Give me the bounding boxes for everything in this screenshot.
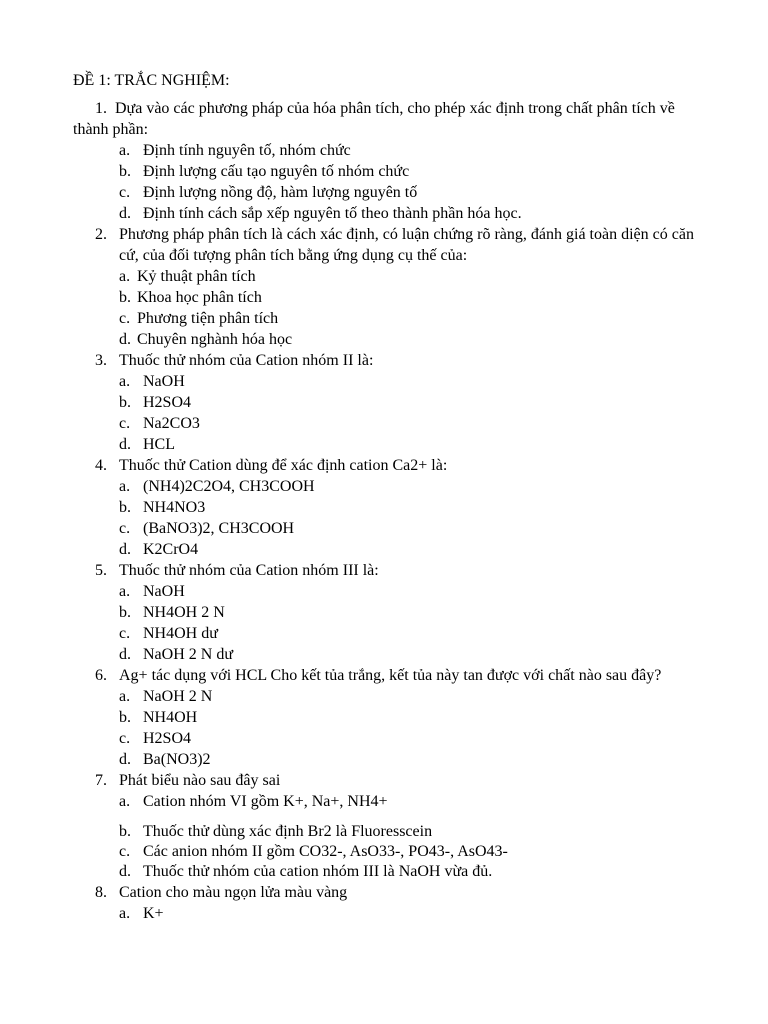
option-letter: c.: [119, 310, 131, 327]
option-c: [73, 623, 703, 644]
question-6: [73, 665, 703, 770]
option-letter: c.: [119, 415, 131, 432]
option-list: [73, 476, 703, 560]
option-letter: a.: [119, 905, 131, 922]
option-d: [73, 203, 703, 224]
option-c: [73, 413, 703, 434]
question-number: 3.: [95, 352, 107, 369]
option-a: [73, 476, 703, 497]
option-letter: c.: [119, 625, 131, 642]
option-text: NH4OH: [143, 709, 198, 726]
option-letter: d.: [119, 541, 131, 558]
option-letter: d.: [119, 205, 131, 222]
option-a: [73, 791, 703, 812]
option-b: [73, 707, 703, 728]
option-d: [73, 329, 703, 350]
option-letter: a.: [119, 688, 131, 705]
option-text: Kỷ thuật phân tích: [137, 268, 256, 285]
option-text: NH4OH dư: [143, 625, 218, 642]
option-text: Các anion nhóm II gồm CO32-, AsO33-, PO43-, AsO43-: [143, 843, 508, 860]
document-heading: ĐỀ 1: TRẮC NGHIỆM:: [73, 72, 230, 89]
question-1: [73, 98, 703, 224]
option-b: [73, 287, 703, 308]
option-text: Thuốc thử nhóm của cation nhóm III là NaOH vừa đủ.: [143, 863, 493, 880]
option-letter: b.: [119, 604, 131, 621]
option-a: [73, 903, 703, 924]
question-stem: [73, 98, 703, 140]
option-text: (BaNO3)2, CH3COOH: [143, 520, 295, 537]
option-b: [73, 392, 703, 413]
option-c: [73, 182, 703, 203]
option-c: [73, 308, 703, 329]
question-text: Phương pháp phân tích là cách xác định, có luận chứng rõ ràng, đánh giá toàn diện có căn cứ, của đối tượng phân tích bằng ứng dụng cụ thế của:: [119, 226, 694, 264]
option-c: [73, 841, 703, 862]
option-list: [73, 371, 703, 455]
option-text: Định tính nguyên tố, nhóm chức: [143, 142, 351, 159]
option-list: [73, 140, 703, 224]
option-letter: a.: [119, 793, 131, 810]
option-list: [73, 903, 703, 924]
question-2: [73, 224, 703, 350]
option-letter: b.: [119, 823, 131, 840]
option-d: [73, 434, 703, 455]
option-text: K+: [143, 905, 164, 922]
option-a: [73, 581, 703, 602]
option-text: K2CrO4: [143, 541, 199, 558]
option-text: Định tính cách sắp xếp nguyên tố theo thành phần hóa học.: [143, 205, 522, 222]
option-text: NaOH: [143, 583, 185, 600]
option-d: [73, 861, 703, 882]
question-text: Phát biểu nào sau đây sai: [119, 772, 281, 789]
question-text: Dựa vào các phương pháp của hóa phân tích, cho phép xác định trong chất phân tích về thành phần:: [73, 100, 675, 138]
option-letter: a.: [119, 142, 131, 159]
option-letter: c.: [119, 184, 131, 201]
option-letter: b.: [119, 289, 131, 306]
option-letter: b.: [119, 499, 131, 516]
option-letter: d.: [119, 436, 131, 453]
option-letter: b.: [119, 163, 131, 180]
option-c: [73, 518, 703, 539]
option-list: [73, 686, 703, 770]
option-d: [73, 644, 703, 665]
option-text: Na2CO3: [143, 415, 200, 432]
option-letter: b.: [119, 394, 131, 411]
option-letter: d.: [119, 751, 131, 768]
option-text: Thuốc thử dùng xác định Br2 là Fluoresscein: [143, 823, 433, 840]
question-number: 1.: [95, 100, 107, 117]
option-letter: d.: [119, 331, 131, 348]
option-text: NaOH 2 N dư: [143, 646, 233, 663]
question-number: 6.: [95, 667, 107, 684]
option-d: [73, 749, 703, 770]
question-number: 2.: [95, 226, 107, 243]
question-number: 4.: [95, 457, 107, 474]
question-text: Thuốc thử nhóm của Cation nhóm III là:: [119, 562, 379, 579]
option-text: Định lượng nồng độ, hàm lượng nguyên tố: [143, 184, 418, 201]
option-letter: b.: [119, 709, 131, 726]
option-a: [73, 140, 703, 161]
option-text: Phương tiện phân tích: [137, 310, 279, 327]
option-a: [73, 371, 703, 392]
option-text: Chuyên nghành hóa học: [137, 331, 293, 348]
option-b: [73, 497, 703, 518]
option-letter: a.: [119, 583, 131, 600]
option-letter: a.: [119, 268, 131, 285]
question-number: 8.: [95, 884, 107, 901]
option-a: [73, 266, 703, 287]
option-text: H2SO4: [143, 394, 192, 411]
option-letter: c.: [119, 520, 131, 537]
question-text: Ag+ tác dụng với HCL Cho kết tủa trắng, kết tủa này tan được với chất nào sau đây?: [119, 667, 662, 684]
option-d: [73, 539, 703, 560]
option-letter: c.: [119, 730, 131, 747]
option-text: HCL: [143, 436, 175, 453]
question-number: 5.: [95, 562, 107, 579]
option-text: NaOH: [143, 373, 185, 390]
option-b: [73, 821, 703, 842]
question-text: Thuốc thử Cation dùng để xác định cation Ca2+ là:: [119, 457, 448, 474]
option-letter: a.: [119, 478, 131, 495]
option-c: [73, 728, 703, 749]
option-list: [73, 791, 703, 882]
question-3: [73, 350, 703, 455]
option-text: Định lượng cấu tạo nguyên tố nhóm chức: [143, 163, 410, 180]
option-text: Khoa học phân tích: [137, 289, 262, 306]
option-list: [73, 581, 703, 665]
option-letter: a.: [119, 373, 131, 390]
question-list: [73, 98, 703, 924]
option-letter: d.: [119, 646, 131, 663]
option-list: [73, 266, 703, 350]
question-8: [73, 882, 703, 924]
option-letter: d.: [119, 863, 131, 880]
option-text: (NH4)2C2O4, CH3COOH: [143, 478, 315, 495]
question-4: [73, 455, 703, 560]
question-text: Thuốc thử nhóm của Cation nhóm II là:: [119, 352, 374, 369]
option-text: Cation nhóm VI gồm K+, Na+, NH4+: [143, 793, 388, 810]
option-text: NH4NO3: [143, 499, 206, 516]
question-text: Cation cho màu ngọn lửa màu vàng: [119, 884, 348, 901]
option-text: Ba(NO3)2: [143, 751, 211, 768]
option-a: [73, 686, 703, 707]
option-letter: c.: [119, 843, 131, 860]
option-text: H2SO4: [143, 730, 192, 747]
question-7: [73, 770, 703, 882]
option-b: [73, 161, 703, 182]
option-b: [73, 602, 703, 623]
question-number: 7.: [95, 772, 107, 789]
option-text: NH4OH 2 N: [143, 604, 225, 621]
question-5: [73, 560, 703, 665]
option-text: NaOH 2 N: [143, 688, 213, 705]
